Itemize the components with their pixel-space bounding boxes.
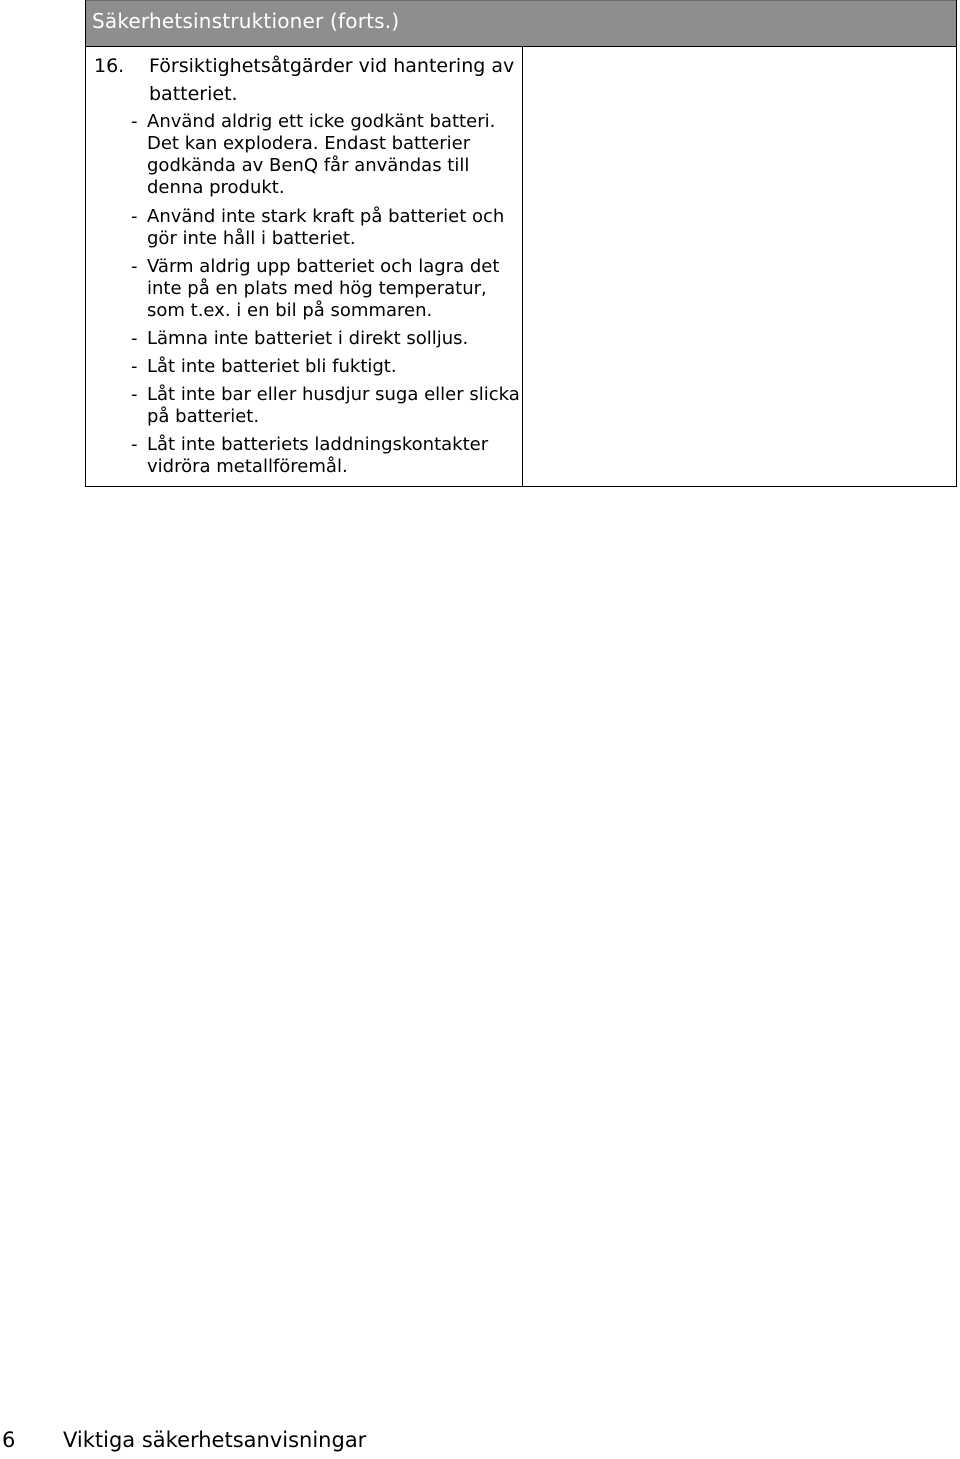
bullet-text: Använd inte stark kraft på batteriet och gör inte håll i batteriet.: [147, 206, 505, 249]
bullet-dash: -: [131, 111, 138, 132]
bullet-dash: -: [131, 434, 138, 455]
bullet-text: Låt inte bar eller husdjur suga eller slicka på batteriet.: [147, 384, 520, 427]
bullet-dash: -: [131, 206, 138, 227]
bullet-text: Använd aldrig ett icke godkänt batteri. Det kan explodera. Endast batterier godkända av BenQ får användas till denna produkt.: [147, 111, 496, 198]
page-number: 6: [2, 1428, 16, 1452]
bullet-dash: -: [131, 256, 138, 277]
page-title: Säkerhetsinstruktioner (forts.): [92, 9, 400, 33]
column-divider: [522, 47, 523, 486]
bullet-text: Värm aldrig upp batteriet och lagra det inte på en plats med hög temperatur, som t.ex. i en bil på sommaren.: [147, 256, 500, 321]
footer-title: Viktiga säkerhetsanvisningar: [63, 1428, 367, 1452]
bullet-dash: -: [131, 384, 138, 405]
bullet-dash: -: [131, 356, 138, 377]
bullet-text: Lämna inte batteriet i direkt solljus.: [147, 328, 469, 349]
bullet-dash: -: [131, 328, 138, 349]
instruction-table: [85, 0, 957, 487]
bullet-text: Låt inte batteriet bli fuktigt.: [147, 356, 397, 377]
section-number: 16.: [94, 55, 125, 77]
section-header-bar: [86, 0, 956, 47]
bullet-text: Låt inte batteriets laddningskontakter vidröra metallföremål.: [147, 434, 489, 477]
section-heading-line2: batteriet.: [149, 83, 238, 105]
section-heading-text: [149, 52, 524, 108]
section-heading-line1: Försiktighetsåtgärder vid hantering av: [149, 55, 515, 77]
